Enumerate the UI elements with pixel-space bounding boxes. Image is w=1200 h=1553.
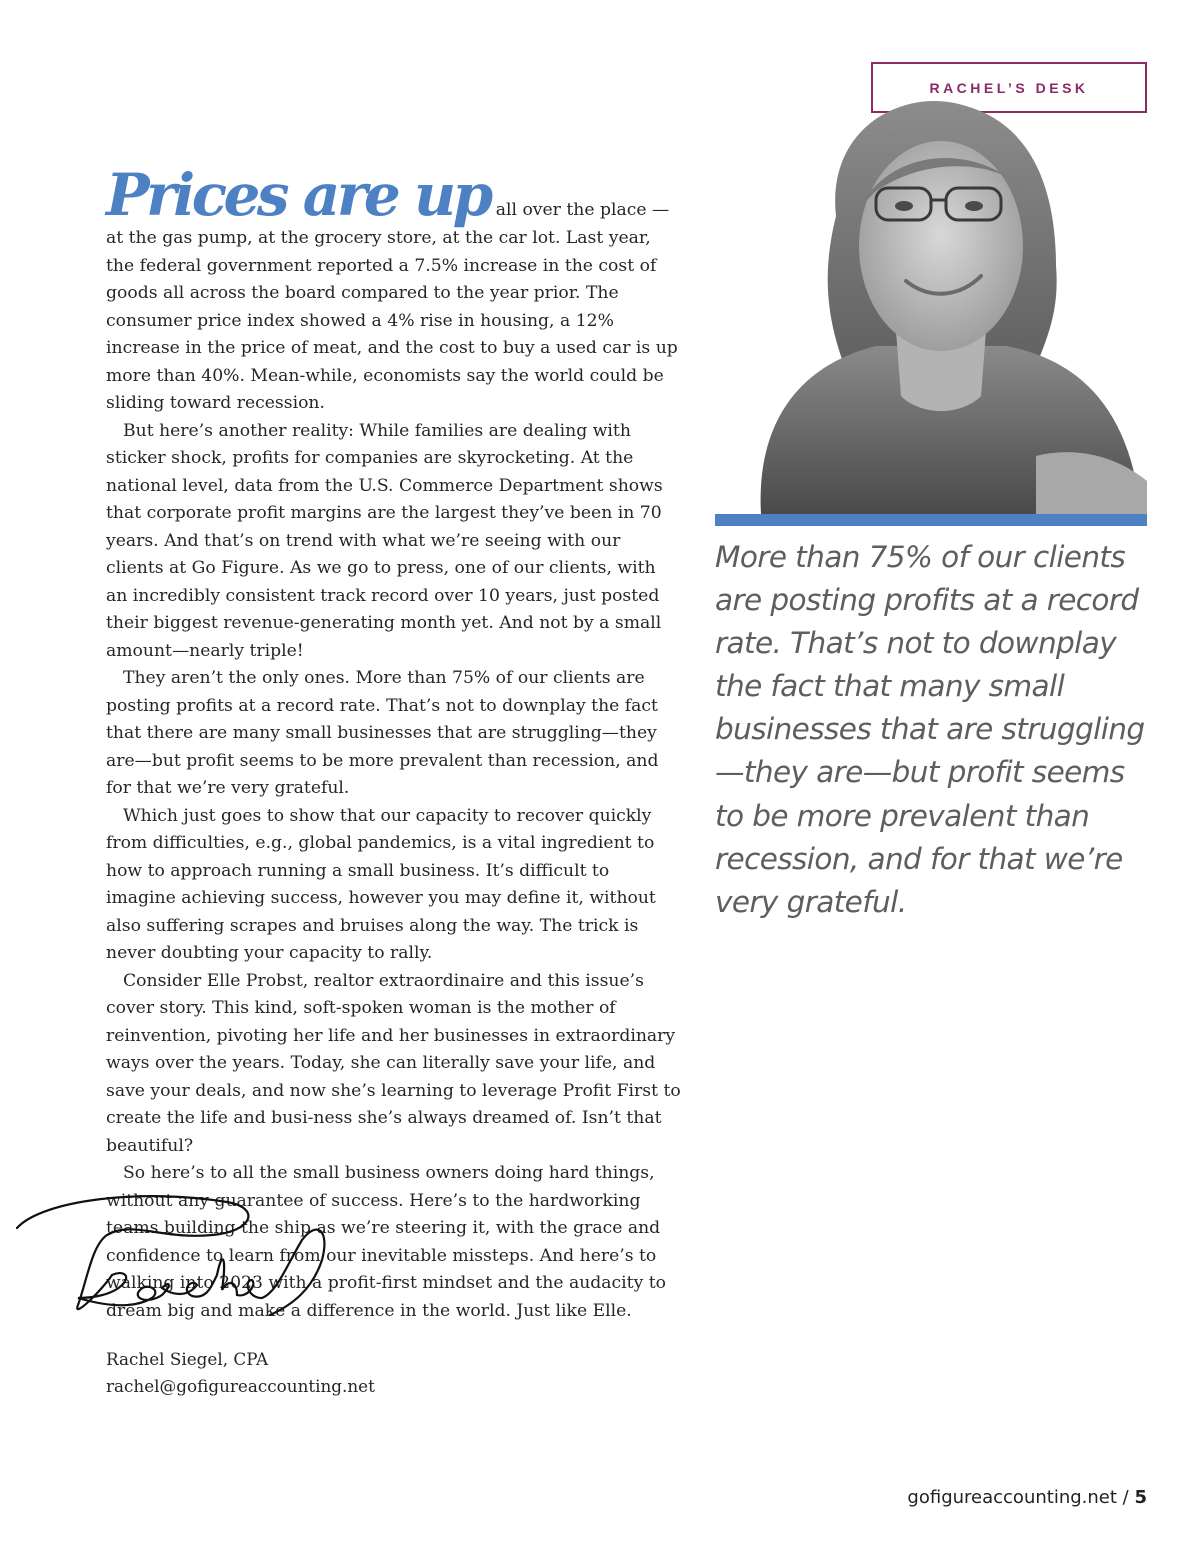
author-email[interactable]: rachel@gofigureaccounting.net: [106, 1376, 375, 1396]
footer-separator: /: [1122, 1487, 1129, 1508]
author-name: Rachel Siegel, CPA: [106, 1349, 269, 1369]
footer-site[interactable]: gofigureaccounting.net: [907, 1487, 1117, 1508]
article-paragraph-6: So here’s to all the small business owners doing hard things, without any guarantee of success. Here’s to the hardworking teams building the ship as we’re steering it, with the grace and confidence to learn from our inevitable missteps. And here’s to walking into 2023 with a profit-first mindset and the audacity to dream big and make a difference in the world. Just like Elle.: [106, 1163, 667, 1321]
section-tag: RACHEL’S DESK: [871, 62, 1147, 113]
signature-image: [12, 1180, 342, 1340]
article-paragraph-2: But here’s another reality: While families are dealing with sticker shock, profits for companies are skyrocketing. At the national level, data from the U.S. Commerce Department shows that corporate profit margins are the largest they’ve been in 70 years. And that’s on trend with what we’re seeing with our clients at Go Figure. As we go to press, one of our clients, with an incredibly consistent track record over 10 years, just posted their biggest revenue-generating month yet. And not by a small amount—nearly triple!: [106, 420, 663, 661]
portrait-photo: [736, 96, 1147, 514]
article-paragraph-1: Prices are up all over the place —at the gas pump, at the grocery store, at the car lot. Last year, the federal government reported a 7.5% increase in the cost of goods all across the board compared to the year prior. The consumer price index showed a 4% rise in housing, a 12% increase in the price of meat, and the cost to buy a used car is up more than 40%. Mean-while, economists say the world could be sliding toward recession.: [106, 161, 678, 413]
headline: Prices are up: [106, 161, 490, 229]
pull-quote: More than 75% of our clients are posting profits at a record rate. That’s not to downplay the fact that many small businesses that are struggling—they are—but profit seems to be more prevalent than recession, and for that we’re very grateful.: [715, 540, 1145, 919]
photo-accent-bar: [715, 514, 1147, 526]
page-footer: [907, 1487, 1147, 1508]
article-paragraph-3: They aren’t the only ones. More than 75% of our clients are posting profits at a record rate. That’s not to downplay the fact that there are many small businesses that are struggling—they are—but profit seems to be more prevalent than recession, and for that we’re very grateful.: [106, 668, 659, 798]
page-number: 5: [1134, 1487, 1147, 1508]
article-body: [106, 161, 681, 1325]
article-paragraph-4: Which just goes to show that our capacity to recover quickly from difficulties, e.g., global pandemics, is a vital ingredient to how to approach running a small business. It’s difficult to imagine achieving success, however you may define it, without also suffering scrapes and bruises along the way. The trick is never doubting your capacity to rally.: [106, 805, 656, 963]
article-paragraph-5: Consider Elle Probst, realtor extraordinaire and this issue’s cover story. This kind, soft-spoken woman is the mother of reinvention, pivoting her life and her businesses in extraordinary ways over the years. Today, she can literally save your life, and save your deals, and now she’s learning to leverage Profit First to create the life and busi-ness she’s always dreamed of. Isn’t that beautiful?: [106, 970, 681, 1156]
author-signoff: [106, 1346, 375, 1400]
